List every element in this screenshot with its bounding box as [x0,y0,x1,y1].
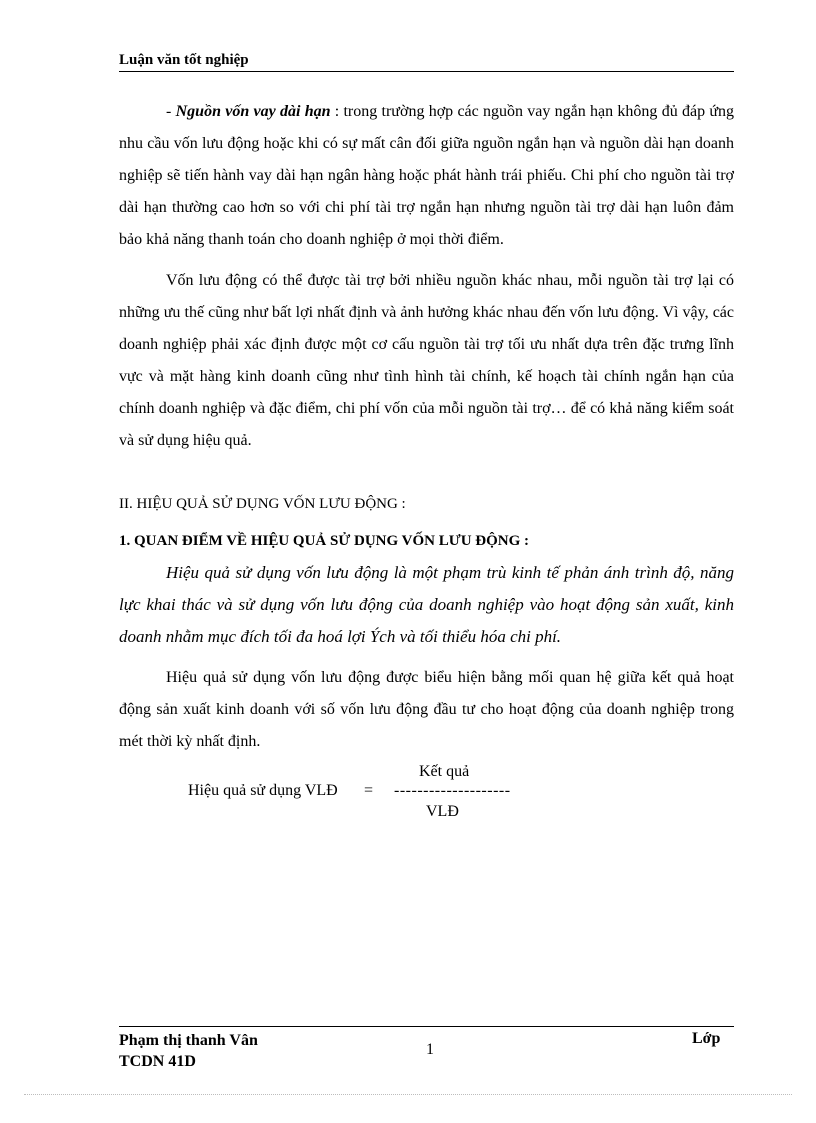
page-bottom-dotted-line [24,1094,792,1095]
formula-label: Hiệu quả sử dụng VLĐ [188,782,338,799]
term-long-term-loans: Nguồn vốn vay dài hạn [175,103,331,120]
formula-denominator: VLĐ [426,803,459,820]
section-heading: II. HIỆU QUẢ SỬ DỤNG VỐN LƯU ĐỘNG : [119,496,406,512]
paragraph-funding-sources: Vốn lưu động có thể được tài trợ bởi nhiều nguồn khác nhau, mỗi nguồn tài trợ lại có những ưu thế cũng như bất lợi nhất định và ảnh hưởng khác nhau đến vốn lưu động. Vì vậy, các doanh nghiệp phải xác định được một cơ cấu nguồn tài trợ tối ưu nhất dựa trên đặc trưng lĩnh vực và mặt hàng kinh doanh cũng như tình hình tài chính, kế hoạch tài chính ngắn hạn của chính doanh nghiệp và đặc điểm, chi phí vốn của mỗi nguồn tài trợ… để có khả năng kiểm soát và sử dụng hiệu quả. [119,272,734,449]
footer-class-code: TCDN 41D [119,1053,196,1070]
formula-fraction-line: -------------------- [394,782,511,799]
paragraph-long-term-loans [119,96,734,256]
paragraph-prefix: - [166,103,176,120]
footer-divider [119,1026,734,1027]
efficiency-formula [119,762,734,838]
subsection-heading: 1. QUAN ĐIỂM VỀ HIỆU QUẢ SỬ DỤNG VỐN LƯU ĐỘNG : [119,533,530,549]
page-header [119,52,734,72]
header-title: Luận văn tốt nghiệp [119,52,249,68]
page-number: 1 [426,1041,434,1058]
document-body [119,96,734,838]
footer-author-block [119,1030,258,1072]
formula-numerator: Kết quả [419,763,470,780]
definition-paragraph: Hiệu quả sử dụng vốn lưu động là một phạm trù kinh tế phản ánh trình độ, năng lực khai thác và sử dụng vốn lưu động của doanh nghiệp vào hoạt động sản xuất, kinh doanh nhằm mục đích tối đa hoá lợi Ých và tối thiểu hóa chi phí. [119,563,734,646]
footer-class-label: Lớp [692,1030,721,1047]
formula-equals: = [364,782,374,799]
paragraph-relationship: Hiệu quả sử dụng vốn lưu động được biểu hiện bằng mối quan hệ giữa kết quả hoạt động sản xuất kinh doanh với số vốn lưu động đầu tư cho hoạt động của doanh nghiệp trong mét thời kỳ nhất định. [119,669,734,750]
footer-author: Phạm thị thanh Vân [119,1032,258,1049]
paragraph-text: : trong trường hợp các nguồn vay ngắn hạn không đủ đáp ứng nhu cầu vốn lưu động hoặc khi có sự mất cân đối giữa nguồn ngắn hạn và nguồn dài hạn doanh nghiệp sẽ tiến hành vay dài hạn ngân hàng hoặc phát hành trái phiếu. Chi phí cho nguồn tài trợ dài hạn thường cao hơn so với chi phí tài trợ ngắn hạn nhưng nguồn tài trợ dài hạn luôn đảm bảo khả năng thanh toán cho doanh nghiệp ở mọi thời điểm. [119,103,735,248]
